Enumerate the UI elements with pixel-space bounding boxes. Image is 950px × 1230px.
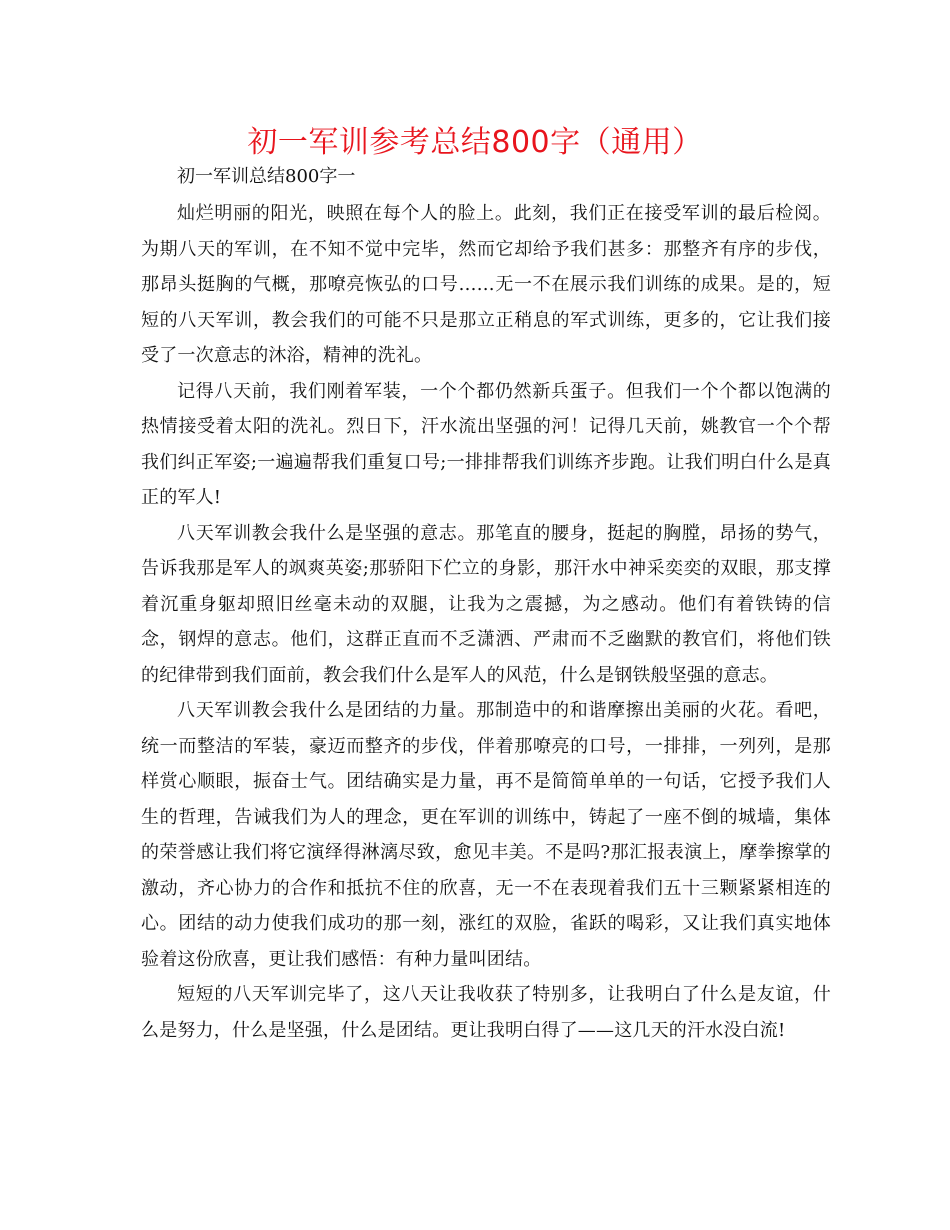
paragraph-5: 短短的八天军训完毕了，这八天让我收获了特别多，让我明白了什么是友谊，什么是努力，什么是坚强，什么是团结。更让我明白得了——这几天的汗水没白流! xyxy=(141,984,831,1041)
paragraph-1: 灿烂明丽的阳光，映照在每个人的脸上。此刻，我们正在接受军训的最后检阅。为期八天的军训，在不知不觉中完毕，然而它却给予我们甚多：那整齐有序的步伐，那昂头挺胸的气概，那嘹亮恢弘的口号……无一不在展示我们训练的成果。是的，短短的八天军训，教会我们的可能不只是那立正稍息的军式训练，更多的，它让我们接受了一次意志的沐浴，精神的洗礼。 xyxy=(141,203,831,366)
paragraph-2: 记得八天前，我们刚着军装，一个个都仍然新兵蛋子。但我们一个个都以饱满的热情接受着太阳的洗礼。烈日下，汗水流出坚强的河！记得几天前，姚教官一个个帮我们纠正军姿;一遍遍帮我们重复口号;一排排帮我们训练齐步跑。让我们明白什么是真正的军人! xyxy=(141,380,831,508)
document-title: 初一军训参考总结800字（通用） xyxy=(247,125,703,160)
paragraph-4: 八天军训教会我什么是团结的力量。那制造中的和谐摩擦出美丽的火花。看吧，统一而整洁的军装，豪迈而整齐的步伐，伴着那嘹亮的口号，一排排，一列列，是那样赏心顺眼，振奋士气。团结确实是力量，再不是简简单单的一句话，它授予我们人生的哲理，告诫我们为人的理念，更在军训的训练中，铸起了一座不倒的城墙，集体的荣誉感让我们将它演绎得淋漓尽致，愈见丰美。不是吗?那汇报表演上，摩拳擦掌的激动，齐心协力的合作和抵抗不住的欣喜，无一不在表现着我们五十三颗紧紧相连的心。团结的动力使我们成功的那一刻，涨红的双脸，雀跃的喝彩，又让我们真实地体验着这份欣喜，更让我们感悟：有种力量叫团结。 xyxy=(141,700,831,970)
document-body xyxy=(141,164,831,1048)
section-subtitle: 初一军训总结800字一 xyxy=(177,166,356,187)
paragraph-3: 八天军训教会我什么是坚强的意志。那笔直的腰身，挺起的胸膛，昂扬的势气，告诉我那是军人的飒爽英姿;那骄阳下伫立的身影，那汗水中神采奕奕的双眼，那支撑着沉重身躯却照旧丝毫未动的双腿，让我为之震撼，为之感动。他们有着铁铸的信念，钢焊的意志。他们，这群正直而不乏潇洒、严肃而不乏幽默的教官们，将他们铁的纪律带到我们面前，教会我们什么是军人的风范，什么是钢铁般坚强的意志。 xyxy=(141,522,831,686)
